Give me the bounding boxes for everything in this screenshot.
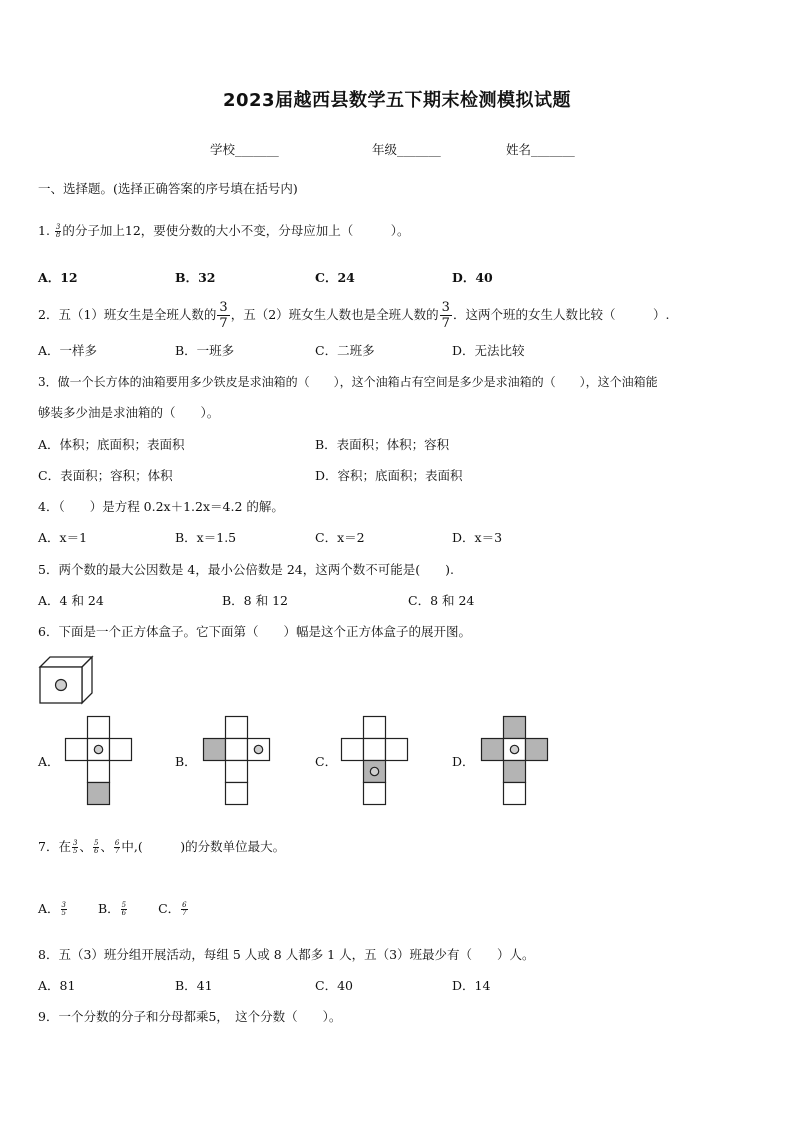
question-7 [38,836,285,858]
q5-option-a: A．4 和 24 [38,593,104,608]
q4-option-a: A．x＝1 [38,530,88,545]
q1-fraction: $\frac{3}{8}$ [55,223,61,239]
question-4: 4．（ ）是方程 0.2x＋1.2x＝4.2 的解。 [38,499,284,514]
q1-option-c: C．24 [315,270,355,285]
q7-option-b-fraction: $\frac{5}{6}$ [121,901,127,917]
q8-option-c: C．40 [315,978,353,993]
q4-option-b: B．x＝1.5 [175,530,237,545]
q7-sep-2: 、 [100,839,113,854]
q7-fraction-2: $\frac{5}{6}$ [93,839,99,855]
q2-text-a: 2．五（1）班女生是全班人数的 [38,307,217,322]
q3-option-a: A．体积；底面积；表面积 [38,437,185,452]
q8-option-a: A．81 [38,978,76,993]
q7-fraction-1: $\frac{3}{5}$ [72,839,78,855]
q7-post: 中,( )的分数单位最大。 [121,839,286,854]
q4-option-d: D．x＝3 [452,530,503,545]
q7-option-c-fraction: $\frac{6}{7}$ [182,901,187,917]
q7-option-c: C． [158,901,181,916]
q7-fraction-3: $\frac{6}{7}$ [114,839,120,855]
q2-option-c: C．二班多 [315,343,375,358]
q7-options [38,898,189,920]
q2-text-b: ，五（2）班女生人数也是全班人数的 [230,307,439,322]
school-label: 学校 [210,142,236,157]
question-9: 9．一个分数的分子和分母都乘5， 这个分数（ ）。 [38,1009,342,1024]
net-a [64,716,134,808]
q6-option-c: C． [315,754,338,769]
q3-option-c: C．表面积；容积；体积 [38,468,173,483]
cube-figure [38,655,98,705]
question-8: 8．五（3）班分组开展活动，每组 5 人或 8 人都多 1 人，五（3）班最少有（ ）人。 [38,947,535,962]
q8-option-d: D．14 [452,978,491,993]
q5-option-b: B．8 和 12 [222,593,288,608]
q6-option-a: A． [38,754,60,769]
q5-option-c: C．8 和 24 [408,593,475,608]
q1-text: 的分子加上12，要使分数的大小不变，分母应加上（ ）。 [62,223,410,238]
q7-option-a-fraction: $\frac{3}{5}$ [61,901,66,917]
school-field [210,142,279,158]
school-blank: _______ [235,142,279,157]
q2-option-b: B．一班多 [175,343,235,358]
net-c [340,716,410,808]
net-b [202,716,272,808]
name-blank: _______ [531,142,575,157]
q1-option-a: A．12 [38,270,78,285]
question-2 [38,298,669,332]
page-title: 2023届越西县数学五下期末检测模拟试题 [222,90,572,111]
q8-option-b: B．41 [175,978,213,993]
q2-option-d: D．无法比较 [452,343,525,358]
q1-number: 1. [38,223,50,238]
q6-option-b: B． [175,754,197,769]
q2-fraction-1: $\frac{3}{7}$ [219,300,228,331]
q1-option-d: D．40 [452,270,493,285]
q3-option-d: D．容积；底面积；表面积 [315,468,463,483]
q7-sep-1: 、 [79,839,92,854]
q2-option-a: A．一样多 [38,343,98,358]
question-1 [38,223,410,239]
grade-blank: _______ [397,142,441,157]
net-d [480,716,550,808]
q6-option-d: D． [452,754,475,769]
q2-text-c: ．这两个班的女生人数比较（ ）. [452,307,670,322]
grade-field [372,142,441,158]
section-heading: 一、选择题。(选择正确答案的序号填在括号内) [38,181,298,196]
q3-option-b: B．表面积；体积；容积 [315,437,450,452]
q7-option-a: A． [38,901,60,916]
name-label: 姓名 [506,142,532,157]
q2-fraction-2: $\frac{3}{7}$ [441,300,450,331]
grade-label: 年级 [372,142,398,157]
name-field [506,142,575,158]
q3-line-1: 3．做一个长方体的油箱要用多少铁皮是求油箱的（ ），这个油箱占有空间是多少是求油箱的（ ），这个油箱能 [38,375,658,389]
q1-option-b: B．32 [175,270,216,285]
q7-option-b: B． [97,901,120,916]
q4-option-c: C．x＝2 [315,530,365,545]
question-5: 5．两个数的最大公因数是 4，最小公倍数是 24，这两个数不可能是( ). [38,562,454,577]
question-6: 6．下面是一个正方体盒子。它下面第（ ）幅是这个正方体盒子的展开图。 [38,624,471,639]
q3-line-2: 够装多少油是求油箱的（ ）。 [38,405,220,420]
q7-pre: 7．在 [38,839,71,854]
